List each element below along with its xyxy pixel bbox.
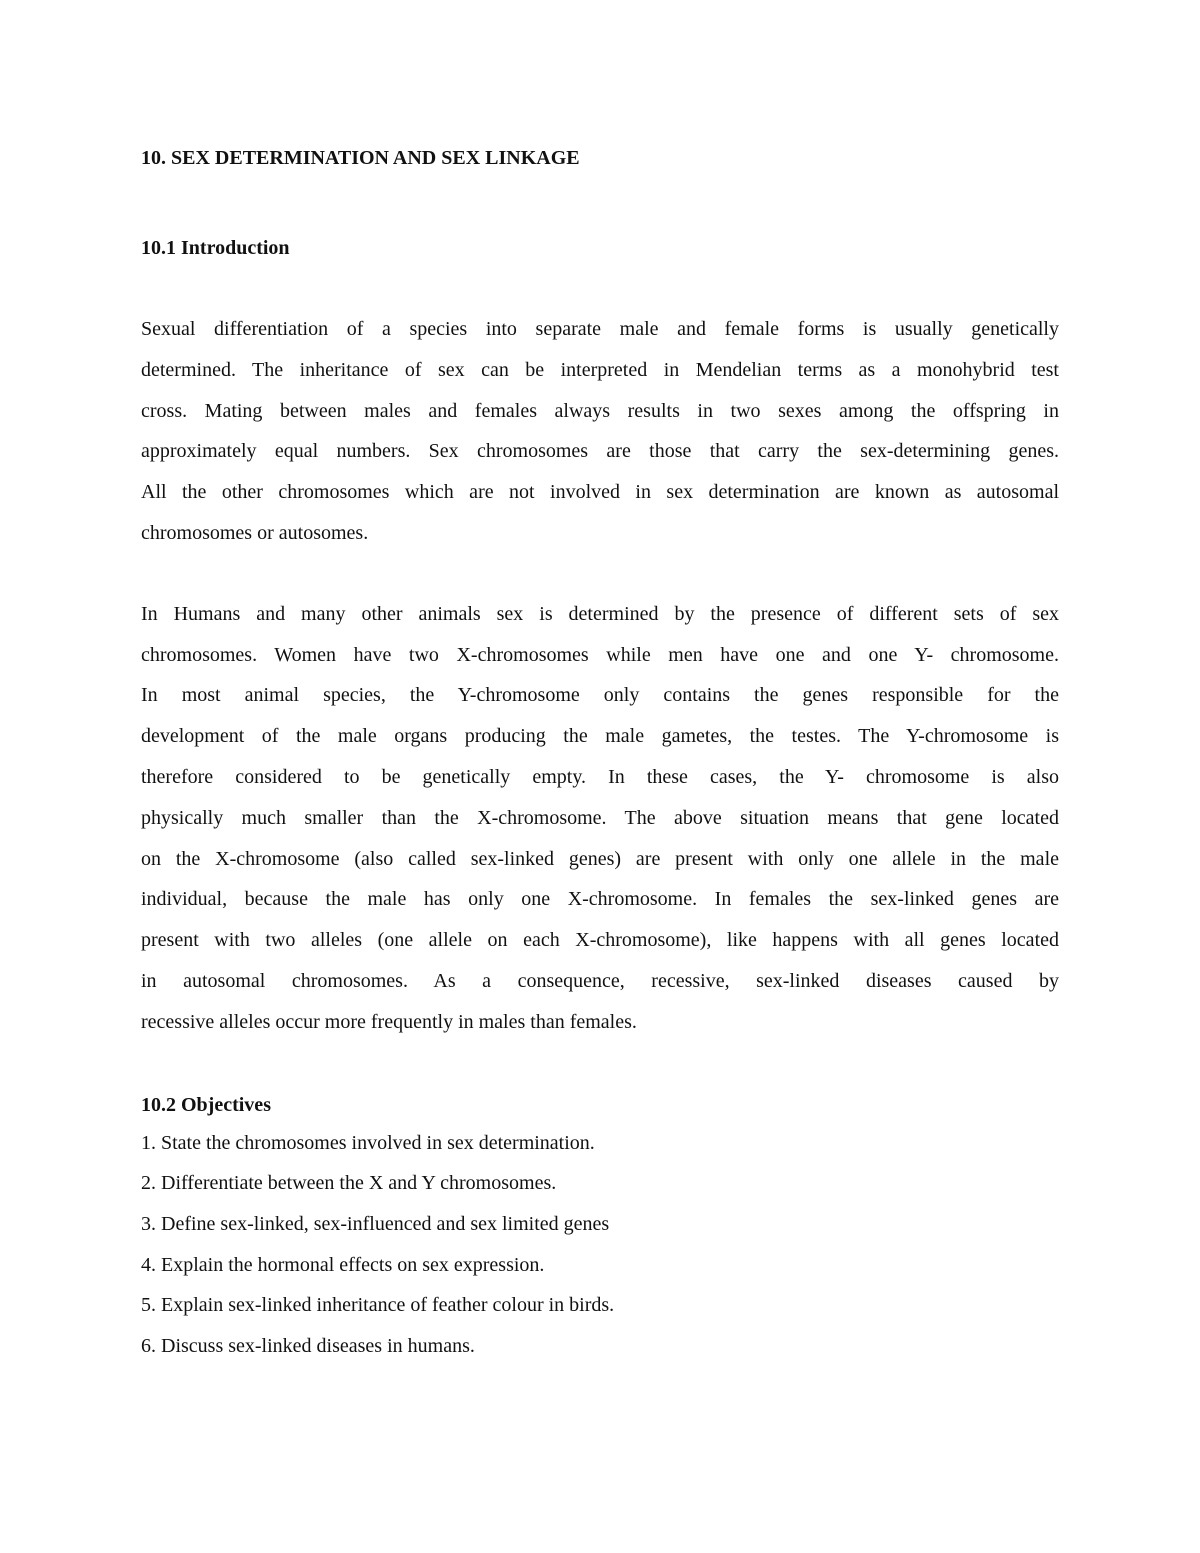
text-line: Sexual differentiation of a species into separate male and female forms is usually genetically: [141, 318, 1059, 340]
list-item: 1. State the chromosomes involved in sex determination.: [141, 1131, 595, 1154]
list-item: 5. Explain sex-linked inheritance of feather colour in birds.: [141, 1294, 615, 1317]
chapter-title: 10. SEX DETERMINATION AND SEX LINKAGE: [141, 147, 580, 169]
text-line: cross. Mating between males and females always results in two sexes among the offspring in: [141, 399, 1059, 422]
objectives-heading: 10.2 Objectives: [141, 1093, 271, 1116]
spacer: [141, 176, 1059, 230]
text-line: In most animal species, the Y-chromosome only contains the genes responsible for the: [141, 684, 1059, 707]
text-line: determined. The inheritance of sex can be interpreted in Mendelian terms as a monohybrid test: [141, 358, 1059, 381]
text-line: present with two alleles (one allele on each X-chromosome), like happens with all genes located: [141, 929, 1059, 952]
text-line: individual, because the male has only one X-chromosome. In females the sex-linked genes are: [141, 888, 1059, 911]
text-line: chromosomes or autosomes.: [141, 521, 369, 544]
spacer: [141, 266, 1059, 309]
text-line: therefore considered to be genetically empty. In these cases, the Y- chromosome is also: [141, 765, 1059, 788]
spacer: [141, 1043, 1059, 1087]
list-item: 6. Discuss sex-linked diseases in humans.: [141, 1334, 475, 1357]
text-line: approximately equal numbers. Sex chromosomes are those that carry the sex-determining genes.: [141, 440, 1059, 463]
list-item: 3. Define sex-linked, sex-influenced and sex limited genes: [141, 1212, 610, 1235]
text-line: chromosomes. Women have two X-chromosomes while men have one and one Y- chromosome.: [141, 643, 1059, 666]
text-line: on the X-chromosome (also called sex-linked genes) are present with only one allele in the male: [141, 847, 1059, 870]
intro-paragraph-2: [141, 594, 1059, 1043]
text-line: development of the male organs producing the male gametes, the testes. The Y-chromosome is: [141, 725, 1059, 748]
text-line: in autosomal chromosomes. As a consequence, recessive, sex-linked diseases caused by: [141, 969, 1059, 992]
spacer: [141, 554, 1059, 594]
text-line: recessive alleles occur more frequently in males than females.: [141, 1010, 637, 1033]
list-item: 4. Explain the hormonal effects on sex expression.: [141, 1253, 545, 1276]
page-content: [141, 140, 1059, 1367]
intro-paragraph-1: [141, 309, 1059, 554]
text-line: In Humans and many other animals sex is determined by the presence of different sets of sex: [141, 602, 1059, 625]
text-line: physically much smaller than the X-chromosome. The above situation means that gene located: [141, 806, 1059, 829]
text-line: All the other chromosomes which are not involved in sex determination are known as autosomal: [141, 481, 1059, 504]
intro-heading: 10.1 Introduction: [141, 237, 290, 259]
objectives-list: [141, 1123, 1059, 1367]
list-item: 2. Differentiate between the X and Y chromosomes.: [141, 1172, 557, 1195]
